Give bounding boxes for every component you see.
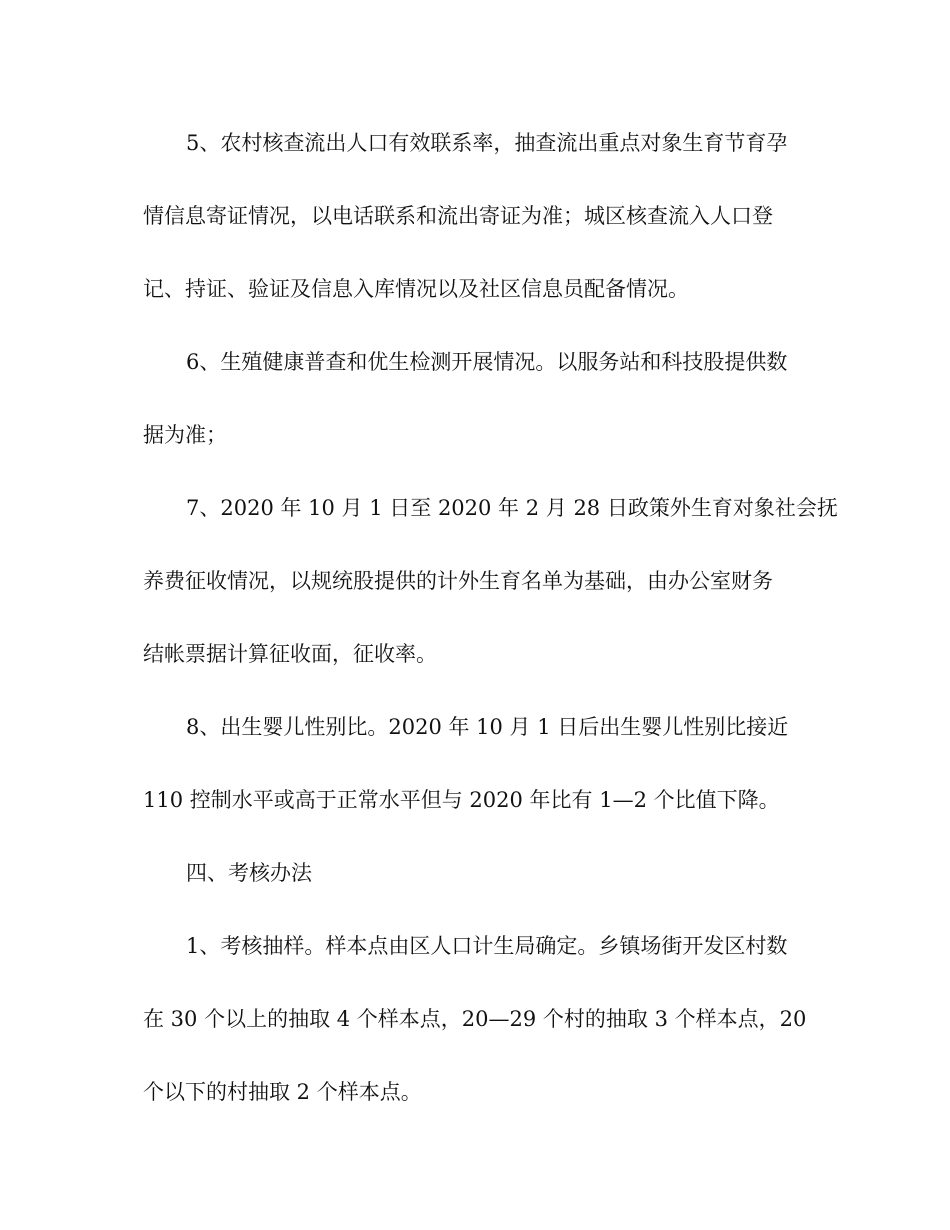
paragraph-5-line-3: 记、持证、验证及信息入库情况以及社区信息员配备情况。 — [143, 277, 689, 301]
paragraph-7-line-1: 7、2020 年 10 月 1 日至 2020 年 2 月 28 日政策外生育对象社会抚 — [186, 496, 838, 520]
paragraph-7-line-2: 养费征收情况，以规统股提供的计外生育名单为基础，由办公室财务 — [143, 569, 773, 593]
paragraph-8-line-1: 8、出生婴儿性别比。2020 年 10 月 1 日后出生婴儿性别比接近 — [186, 715, 789, 739]
paragraph-1-line-3: 个以下的村抽取 2 个样本点。 — [143, 1080, 422, 1104]
paragraph-1-line-1: 1、考核抽样。样本点由区人口计生局确定。乡镇场街开发区村数 — [186, 934, 788, 958]
paragraph-6-line-1: 6、生殖健康普查和优生检测开展情况。以服务站和科技股提供数 — [186, 350, 788, 374]
paragraph-5-line-2: 情信息寄证情况，以电话联系和流出寄证为准；城区核查流入人口登 — [143, 204, 773, 228]
paragraph-7-line-3: 结帐票据计算征收面，征收率。 — [143, 642, 437, 666]
paragraph-1-line-2: 在 30 个以上的抽取 4 个样本点，20—29 个村的抽取 3 个样本点，20 — [143, 1007, 807, 1031]
paragraph-5-line-1: 5、农村核查流出人口有效联系率，抽查流出重点对象生育节育孕 — [186, 131, 788, 155]
paragraph-8-line-2: 110 控制水平或高于正常水平但与 2020 年比有 1—2 个比值下降。 — [143, 788, 780, 812]
paragraph-6-line-2: 据为准； — [143, 423, 227, 447]
section-heading-assessment-method: 四、考核办法 — [186, 861, 312, 885]
